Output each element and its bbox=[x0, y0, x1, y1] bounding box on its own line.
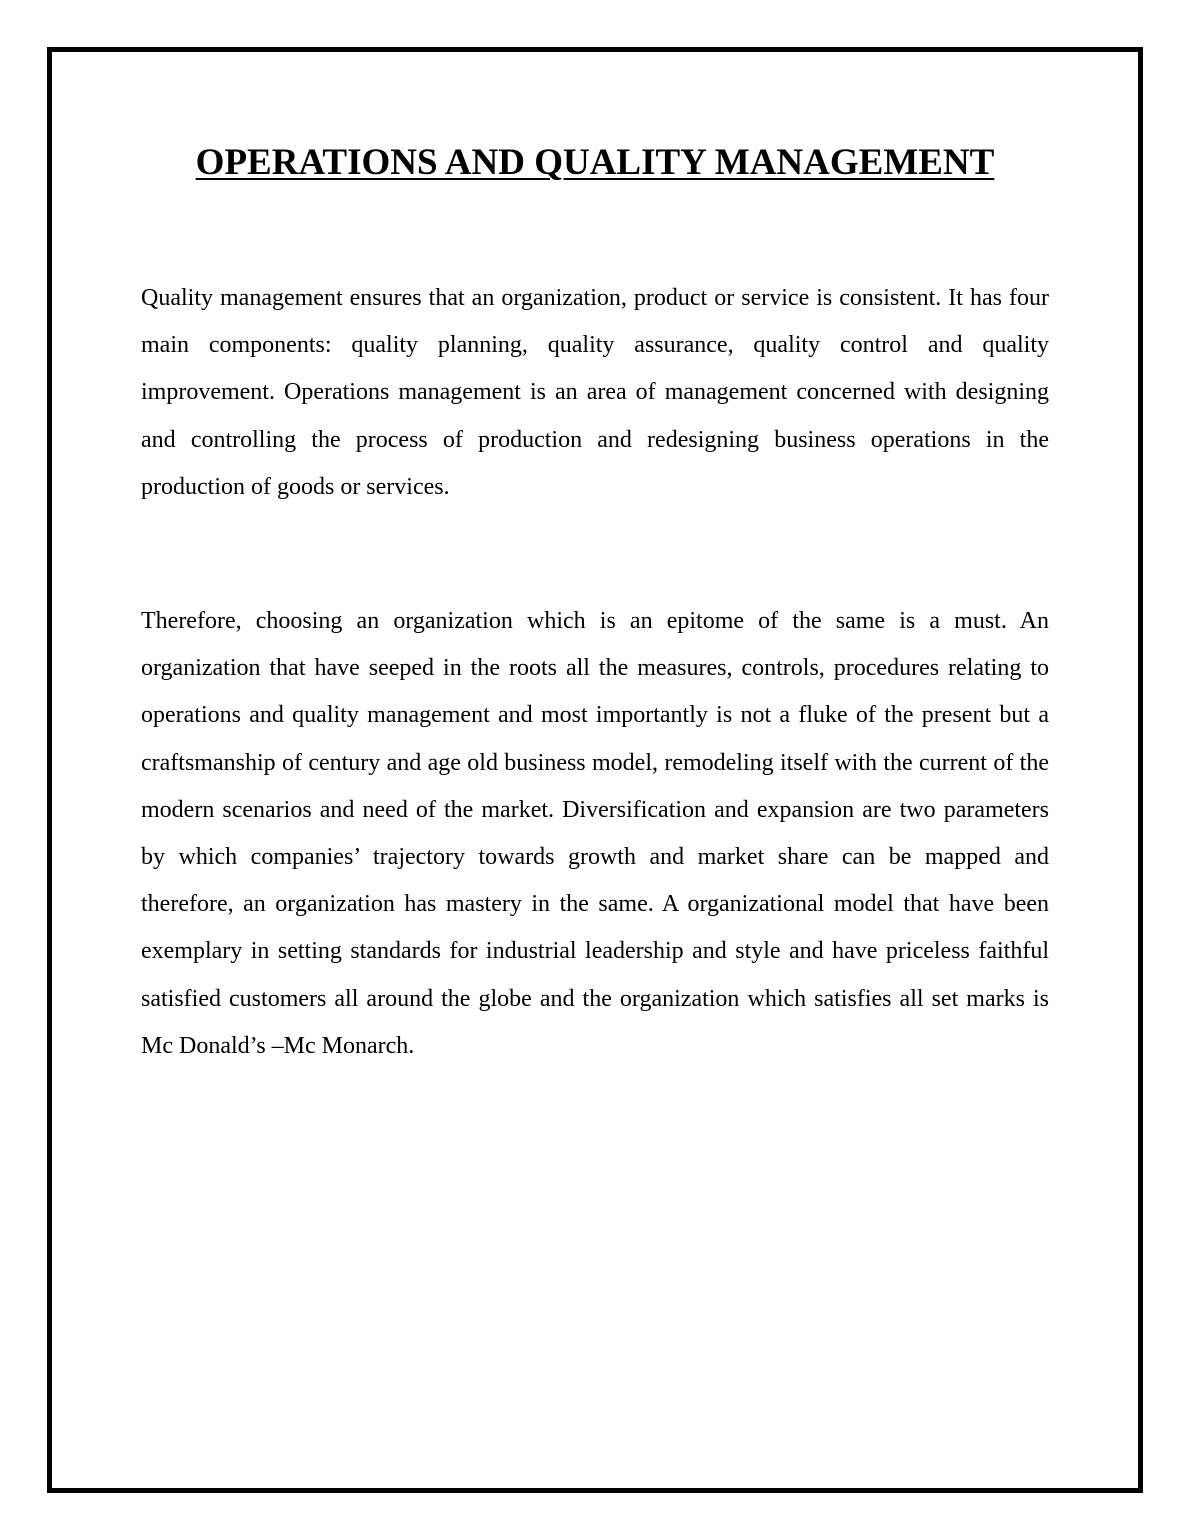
document-title: OPERATIONS AND QUALITY MANAGEMENT bbox=[195, 142, 995, 183]
paragraph-quality-management: Quality management ensures that an organization, product or service is consistent. It has four main components: quality planning, quality assurance, quality control and quality improvement. Operations management is an area of management concerned with designing and controlling the process of production and redesigning business operations in the production of goods or services. bbox=[141, 285, 1049, 500]
paragraph-organization-choice: Therefore, choosing an organization which is an epitome of the same is a must. An organization that have seeped in the roots all the measures, controls, procedures relating to operations and quality management and most importantly is not a fluke of the present but a craftsmanship of century and age old business model, remodeling itself with the current of the modern scenarios and need of the market. Diversification and expansion are two parameters by which companies’ trajectory towards growth and market share can be mapped and therefore, an organization has mastery in the same. A organizational model that have been exemplary in setting standards for industrial leadership and style and have priceless faithful satisfied customers all around the globe and the organization which satisfies all set marks is Mc Donald’s –Mc Monarch. bbox=[141, 608, 1049, 1059]
